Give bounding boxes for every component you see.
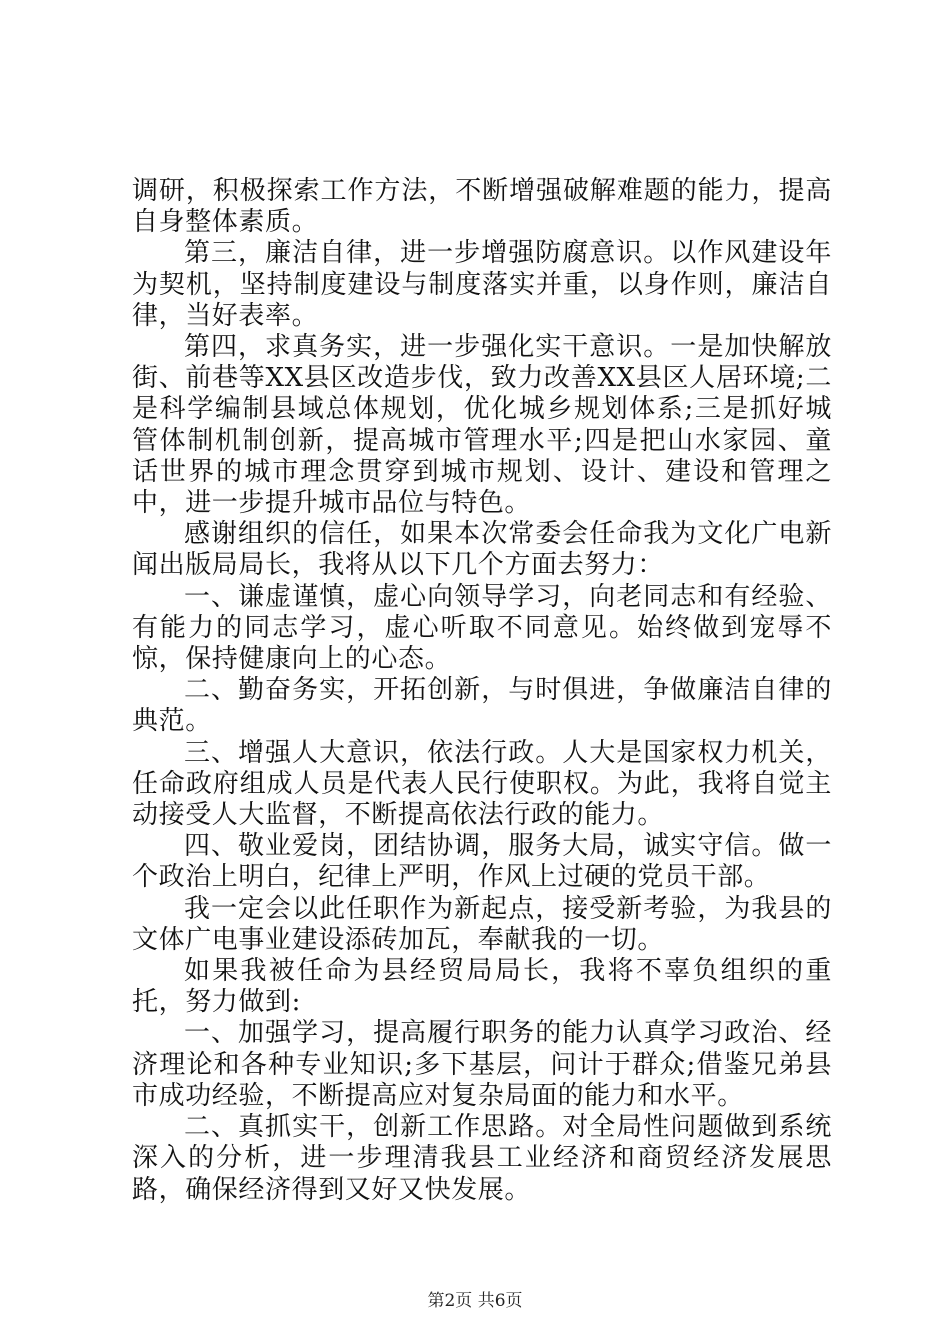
paragraph: 四、敬业爱岗，团结协调，服务大局，诚实守信。做一个政治上明白，纪律上严明，作风上过硬的党员干部。 xyxy=(132,831,832,893)
paragraph: 调研，积极探索工作方法，不断增强破解难题的能力，提高自身整体素质。 xyxy=(132,176,832,238)
paragraph: 如果我被任命为县经贸局局长，我将不辜负组织的重托，努力做到: xyxy=(132,956,832,1018)
paragraph: 感谢组织的信任，如果本次常委会任命我为文化广电新闻出版局局长，我将从以下几个方面去努力： xyxy=(132,519,832,581)
paragraph: 二、勤奋务实，开拓创新，与时俱进，争做廉洁自律的典范。 xyxy=(132,675,832,737)
page-footer xyxy=(0,1291,950,1311)
paragraph: 我一定会以此任职作为新起点，接受新考验，为我县的文体广电事业建设添砖加瓦，奉献我的一切。 xyxy=(132,893,832,955)
page-number-label: 第2页 共6页 xyxy=(427,1291,523,1311)
paragraph: 一、谦虚谨慎，虚心向领导学习，向老同志和有经验、有能力的同志学习，虚心听取不同意见。始终做到宠辱不惊，保持健康向上的心态。 xyxy=(132,581,832,675)
document-body xyxy=(132,176,832,1206)
paragraph: 三、增强人大意识，依法行政。人大是国家权力机关，任命政府组成人员是代表人民行使职权。为此，我将自觉主动接受人大监督，不断提高依法行政的能力。 xyxy=(132,737,832,831)
paragraph: 二、真抓实干，创新工作思路。对全局性问题做到系统深入的分析，进一步理清我县工业经济和商贸经济发展思路，确保经济得到又好又快发展。 xyxy=(132,1112,832,1205)
paragraph: 第四，求真务实，进一步强化实干意识。一是加快解放街、前巷等XX县区改造步伐，致力改善XX县区人居环境;二是科学编制县域总体规划，优化城乡规划体系;三是抓好城管体制机制创新，提高城市管理水平;四是把山水家园、童话世界的城市理念贯穿到城市规划、设计、建设和管理之中，进一步提升城市品位与特色。 xyxy=(132,332,832,519)
paragraph: 第三，廉洁自律，进一步增强防腐意识。以作风建设年为契机，坚持制度建设与制度落实并重，以身作则，廉洁自律，当好表率。 xyxy=(132,238,832,331)
paragraph: 一、加强学习，提高履行职务的能力认真学习政治、经济理论和各种专业知识;多下基层，问计于群众;借鉴兄弟县市成功经验，不断提高应对复杂局面的能力和水平。 xyxy=(132,1018,832,1111)
